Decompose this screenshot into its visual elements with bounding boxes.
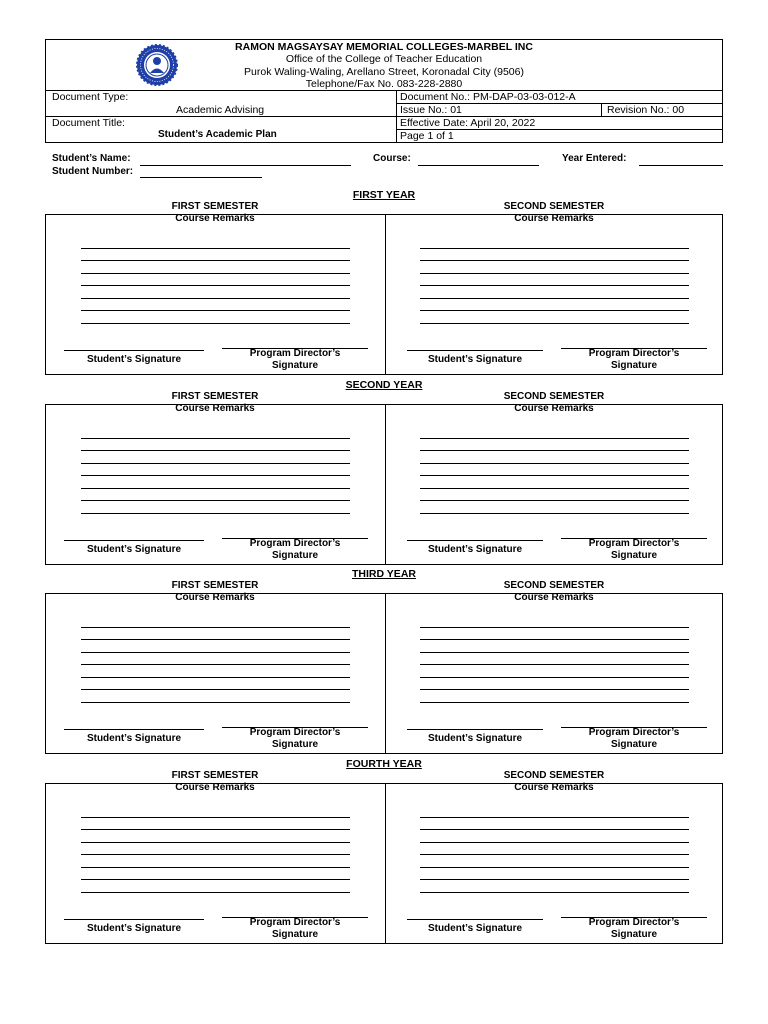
director-signature-label-line2: Signature: [610, 739, 658, 750]
director-signature-label: [222, 727, 368, 751]
seal-logo-icon: [131, 44, 183, 86]
address: Purok Waling-Waling, Arellano Street, Koronadal City (9506): [244, 65, 524, 78]
course-entry-line[interactable]: [81, 323, 350, 324]
director-signature-label-line1: Program Director’s: [249, 917, 341, 928]
course-entry-line[interactable]: [420, 260, 689, 261]
second-semester-title: SECOND SEMESTER: [503, 391, 605, 402]
course-entry-line[interactable]: [81, 702, 350, 703]
course-entry-line[interactable]: [420, 639, 689, 640]
course-entry-line[interactable]: [420, 475, 689, 476]
document-type-label: Document Type:: [52, 91, 129, 103]
course-entry-line[interactable]: [420, 285, 689, 286]
course-remarks-header: Course Remarks: [175, 782, 255, 793]
student-signature-label: Student’s Signature: [86, 923, 182, 934]
course-entry-line[interactable]: [420, 627, 689, 628]
course-entry-line[interactable]: [420, 677, 689, 678]
year-entered-field[interactable]: [639, 165, 723, 166]
course-entry-line[interactable]: [420, 450, 689, 451]
student-signature-label: Student’s Signature: [427, 544, 523, 555]
course-entry-line[interactable]: [81, 488, 350, 489]
year-title: SECOND YEAR: [345, 379, 423, 391]
student-signature-line[interactable]: [64, 540, 204, 541]
student-signature-line[interactable]: [407, 919, 543, 920]
director-signature-label: [561, 538, 707, 562]
course-entry-line[interactable]: [81, 248, 350, 249]
course-entry-line[interactable]: [81, 854, 350, 855]
course-entry-line[interactable]: [81, 842, 350, 843]
director-signature-label-line1: Program Director’s: [588, 348, 680, 359]
student-signature-line[interactable]: [64, 919, 204, 920]
year-table: [45, 214, 723, 375]
course-entry-line[interactable]: [81, 285, 350, 286]
document-title-value: Student’s Academic Plan: [158, 129, 277, 140]
semester-divider: [385, 215, 386, 374]
course-entry-line[interactable]: [420, 702, 689, 703]
semester-divider: [385, 405, 386, 564]
student-signature-line[interactable]: [64, 729, 204, 730]
course-entry-line[interactable]: [420, 438, 689, 439]
first-semester-title: FIRST SEMESTER: [171, 201, 259, 212]
director-signature-label: [561, 727, 707, 751]
director-signature-label-line2: Signature: [610, 550, 658, 561]
semester-divider: [385, 594, 386, 753]
revision-no: Revision No.: 00: [607, 104, 685, 116]
student-signature-line[interactable]: [64, 350, 204, 351]
course-entry-line[interactable]: [420, 829, 689, 830]
course-entry-line[interactable]: [420, 879, 689, 880]
course-entry-line[interactable]: [81, 273, 350, 274]
student-signature-line[interactable]: [407, 729, 543, 730]
course-remarks-header: Course Remarks: [514, 213, 594, 224]
student-name-label: Student’s Name:: [52, 153, 131, 164]
student-name-field[interactable]: [140, 165, 351, 166]
student-number-label: Student Number:: [52, 166, 134, 177]
course-remarks-header: Course Remarks: [514, 403, 594, 414]
course-entry-line[interactable]: [81, 475, 350, 476]
first-semester-title: FIRST SEMESTER: [171, 770, 259, 781]
course-remarks-header: Course Remarks: [514, 782, 594, 793]
document-title-label: Document Title:: [52, 117, 125, 129]
year-title: FOURTH YEAR: [346, 758, 422, 770]
director-signature-label-line1: Program Director’s: [588, 917, 680, 928]
student-signature-label: Student’s Signature: [86, 733, 182, 744]
course-entry-line[interactable]: [81, 829, 350, 830]
course-entry-line[interactable]: [81, 463, 350, 464]
course-entry-line[interactable]: [81, 867, 350, 868]
course-entry-line[interactable]: [81, 500, 350, 501]
office-name: Office of the College of Teacher Education: [285, 53, 483, 65]
director-signature-label: [222, 538, 368, 562]
first-semester-title: FIRST SEMESTER: [171, 580, 259, 591]
first-semester-title: FIRST SEMESTER: [171, 391, 259, 402]
director-signature-label: [561, 348, 707, 372]
director-signature-label: [561, 917, 707, 941]
director-signature-label-line1: Program Director’s: [588, 538, 680, 549]
semester-divider: [385, 784, 386, 943]
course-field[interactable]: [418, 165, 539, 166]
director-signature-label-line2: Signature: [271, 929, 319, 940]
course-entry-line[interactable]: [420, 664, 689, 665]
issue-no: Issue No.: 01: [400, 104, 462, 116]
effective-date: Effective Date: April 20, 2022: [400, 117, 536, 129]
course-entry-line[interactable]: [81, 892, 350, 893]
course-entry-line[interactable]: [420, 463, 689, 464]
document-no: Document No.: PM-DAP-03-03-012-A: [400, 91, 576, 103]
student-signature-label: Student’s Signature: [427, 354, 523, 365]
org-name: RAMON MAGSAYSAY MEMORIAL COLLEGES-MARBEL INC: [235, 41, 533, 53]
course-remarks-header: Course Remarks: [175, 592, 255, 603]
student-signature-label: Student’s Signature: [86, 544, 182, 555]
student-signature-label: Student’s Signature: [427, 923, 523, 934]
course-entry-line[interactable]: [81, 652, 350, 653]
course-entry-line[interactable]: [420, 323, 689, 324]
year-title: FIRST YEAR: [352, 189, 416, 201]
course-entry-line[interactable]: [81, 260, 350, 261]
course-label: Course:: [373, 153, 411, 164]
course-entry-line[interactable]: [420, 298, 689, 299]
course-entry-line[interactable]: [420, 854, 689, 855]
course-entry-line[interactable]: [81, 817, 350, 818]
course-entry-line[interactable]: [81, 450, 350, 451]
director-signature-label-line2: Signature: [610, 360, 658, 371]
director-signature-label-line1: Program Director’s: [249, 538, 341, 549]
course-remarks-header: Course Remarks: [514, 592, 594, 603]
course-entry-line[interactable]: [420, 892, 689, 893]
year-title: THIRD YEAR: [352, 568, 416, 580]
course-entry-line[interactable]: [420, 500, 689, 501]
page-number: Page 1 of 1: [400, 130, 454, 142]
course-entry-line[interactable]: [420, 817, 689, 818]
course-entry-line[interactable]: [420, 248, 689, 249]
course-entry-line[interactable]: [420, 310, 689, 311]
year-table: [45, 783, 723, 944]
second-semester-title: SECOND SEMESTER: [503, 201, 605, 212]
year-table: [45, 404, 723, 565]
student-signature-line[interactable]: [407, 350, 543, 351]
course-entry-line[interactable]: [420, 842, 689, 843]
course-entry-line[interactable]: [81, 664, 350, 665]
director-signature-label-line2: Signature: [271, 739, 319, 750]
course-entry-line[interactable]: [420, 513, 689, 514]
course-entry-line[interactable]: [420, 867, 689, 868]
director-signature-label-line1: Program Director’s: [249, 727, 341, 738]
course-entry-line[interactable]: [81, 513, 350, 514]
student-signature-label: Student’s Signature: [427, 733, 523, 744]
director-signature-label: [222, 917, 368, 941]
document-type-value: Academic Advising: [176, 104, 265, 116]
course-entry-line[interactable]: [81, 627, 350, 628]
telephone: Telephone/Fax No. 083-228-2880: [305, 78, 463, 90]
second-semester-title: SECOND SEMESTER: [503, 580, 605, 591]
director-signature-label-line1: Program Director’s: [249, 348, 341, 359]
course-entry-line[interactable]: [420, 488, 689, 489]
student-signature-line[interactable]: [407, 540, 543, 541]
director-signature-label-line2: Signature: [610, 929, 658, 940]
director-signature-label-line1: Program Director’s: [588, 727, 680, 738]
course-entry-line[interactable]: [420, 689, 689, 690]
course-remarks-header: Course Remarks: [175, 213, 255, 224]
student-signature-label: Student’s Signature: [86, 354, 182, 365]
year-table: [45, 593, 723, 754]
course-entry-line[interactable]: [81, 438, 350, 439]
student-number-field[interactable]: [140, 177, 262, 178]
course-entry-line[interactable]: [81, 639, 350, 640]
director-signature-label-line2: Signature: [271, 550, 319, 561]
year-entered-label: Year Entered:: [562, 153, 627, 164]
course-entry-line[interactable]: [81, 677, 350, 678]
course-remarks-header: Course Remarks: [175, 403, 255, 414]
director-signature-label: [222, 348, 368, 372]
course-entry-line[interactable]: [81, 879, 350, 880]
course-entry-line[interactable]: [420, 652, 689, 653]
second-semester-title: SECOND SEMESTER: [503, 770, 605, 781]
course-entry-line[interactable]: [81, 298, 350, 299]
course-entry-line[interactable]: [81, 310, 350, 311]
course-entry-line[interactable]: [81, 689, 350, 690]
course-entry-line[interactable]: [420, 273, 689, 274]
director-signature-label-line2: Signature: [271, 360, 319, 371]
